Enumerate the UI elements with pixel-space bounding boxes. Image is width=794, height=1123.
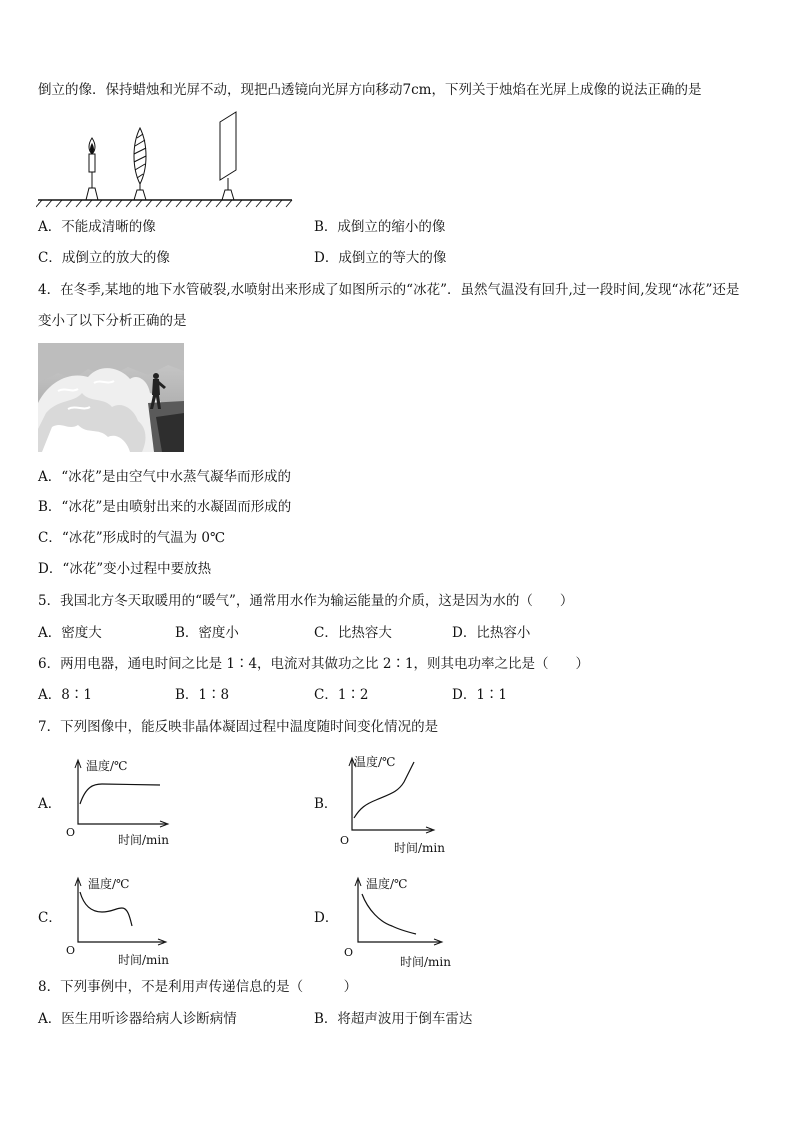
graph-a-y-label: 温度/℃	[86, 759, 128, 773]
q4-stem-line2: 变小了以下分析正确的是	[38, 313, 187, 329]
graph-a-curve	[80, 784, 160, 804]
q4-option-d: D．“冰花”变小过程中要放热	[38, 561, 212, 577]
q7-graph-c	[60, 870, 190, 968]
candle	[86, 138, 98, 200]
q8-stem: 8．下列事例中，不是利用声传递信息的是（ ）	[38, 979, 358, 995]
graph-c-curve	[80, 892, 132, 926]
q7-graph-d-letter: D．	[314, 910, 339, 926]
q5-option-a: A．密度大	[38, 625, 102, 641]
graph-b-origin: O	[340, 834, 350, 847]
graph-b-curve	[354, 762, 414, 818]
q7-graph-b	[336, 748, 466, 860]
q7-graph-c-letter: C．	[38, 910, 62, 926]
q4-option-c: C．“冰花”形成时的气温为 0℃	[38, 530, 226, 546]
q3-option-b: B．成倒立的缩小的像	[314, 219, 446, 235]
q3-option-c: C．成倒立的放大的像	[38, 250, 170, 266]
optics-bench-figure	[36, 108, 296, 210]
q8-option-b: B．将超声波用于倒车雷达	[314, 1011, 473, 1027]
q6-stem: 6．两用电器，通电时间之比是 1∶4，电流对其做功之比 2∶1，则其电功率之比是（ ）	[38, 656, 590, 672]
bench-hatching	[36, 200, 292, 207]
q3-stem: 倒立的像．保持蜡烛和光屏不动，现把凸透镜向光屏方向移动7cm，下列关于烛焰在光屏上成像的说法正确的是	[38, 82, 702, 98]
q5-option-d: D．比热容小	[452, 625, 531, 641]
q5-option-c: C．比热容大	[314, 625, 392, 641]
q7-graph-a	[60, 752, 190, 850]
q3-option-a: A．不能成清晰的像	[38, 219, 156, 235]
ice-flower-photo	[38, 343, 184, 452]
graph-c-y-label: 温度/℃	[88, 877, 130, 891]
q6-option-d: D．1∶1	[452, 687, 508, 703]
q6-option-a: A．8∶1	[38, 687, 92, 703]
graph-b-x-label: 时间/min	[394, 841, 445, 855]
q4-option-a: A．“冰花”是由空气中水蒸气凝华而形成的	[38, 469, 292, 485]
graph-d-origin: O	[344, 946, 354, 959]
q7-graph-a-letter: A．	[38, 796, 62, 812]
light-screen	[220, 112, 236, 200]
graph-d-curve	[362, 894, 416, 934]
q4-stem-line1: 4．在冬季,某地的地下水管破裂,水喷射出来形成了如图所示的“冰花”．虽然气温没有回升,过一段时间,发现“冰花”还是	[38, 282, 740, 298]
graph-d-y-label: 温度/℃	[366, 877, 408, 891]
q8-option-a: A．医生用听诊器给病人诊断病情	[38, 1011, 237, 1027]
q3-option-d: D．成倒立的等大的像	[314, 250, 447, 266]
graph-a-origin: O	[66, 826, 76, 839]
graph-a-x-label: 时间/min	[118, 833, 169, 847]
graph-c-x-label: 时间/min	[118, 953, 169, 967]
q7-stem: 7．下列图像中，能反映非晶体凝固过程中温度随时间变化情况的是	[38, 719, 439, 735]
q7-graph-b-letter: B．	[314, 796, 338, 812]
q4-option-b: B．“冰花”是由喷射出来的水凝固而形成的	[38, 499, 292, 515]
graph-b-y-label: 温度/℃	[354, 755, 396, 769]
convex-lens	[134, 128, 146, 200]
q6-option-b: B．1∶8	[175, 687, 230, 703]
q6-option-c: C．1∶2	[314, 687, 369, 703]
q7-graph-d	[336, 870, 466, 970]
q5-option-b: B．密度小	[175, 625, 239, 641]
graph-d-x-label: 时间/min	[400, 955, 451, 969]
graph-c-origin: O	[66, 944, 76, 957]
graph-b-axes	[352, 760, 432, 830]
q5-stem: 5．我国北方冬天取暖用的“暖气”，通常用水作为输运能量的介质，这是因为水的（ ）	[38, 593, 574, 609]
